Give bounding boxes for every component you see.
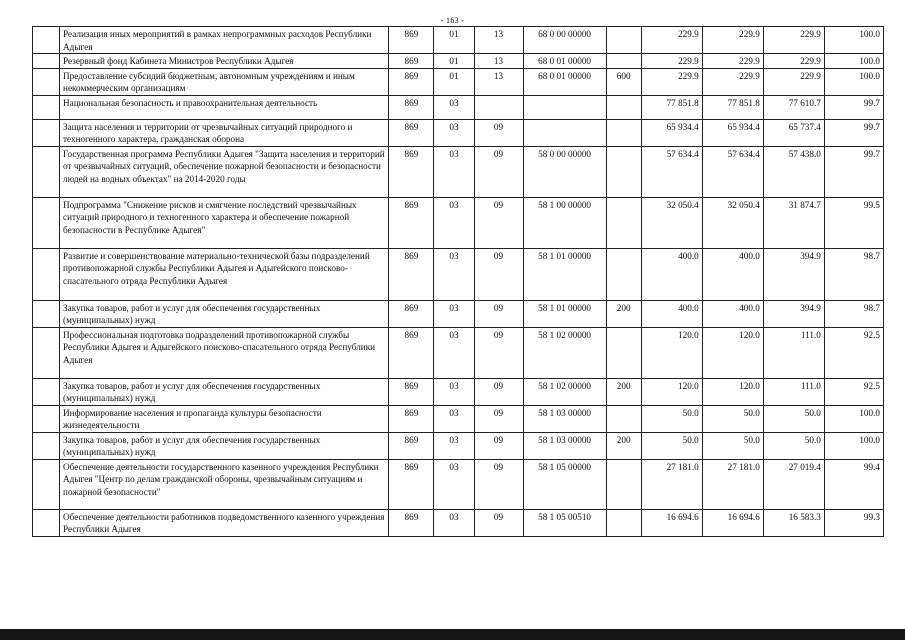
approved-amount-cell: 50.0 bbox=[641, 432, 702, 459]
row-gutter-cell bbox=[33, 327, 60, 378]
item-name-cell: Государственная программа Республики Адыгея "Защита населения и территорий от чрезвычайных ситуаций, обеспечение пожарной безопасности и безопасности людей на водных объектах" на 2014-2020 годы bbox=[60, 146, 389, 197]
section-code-cell: 03 bbox=[434, 197, 474, 248]
table-row bbox=[33, 197, 884, 248]
target-article-cell: 58 1 01 00000 bbox=[523, 300, 606, 327]
section-code-cell: 01 bbox=[434, 68, 474, 95]
item-name-cell: Предоставление субсидий бюджетным, автономным учреждениям и иным некоммерческим организациям bbox=[60, 68, 389, 95]
revised-amount-cell: 50.0 bbox=[702, 405, 763, 432]
table-row bbox=[33, 405, 884, 432]
expense-type-cell: 200 bbox=[606, 378, 641, 405]
approved-amount-cell: 27 181.0 bbox=[641, 459, 702, 509]
execution-percent-cell: 99.4 bbox=[824, 459, 883, 509]
item-name-cell: Обеспечение деятельности работников подведомственного казенного учреждения Республики Адыгея bbox=[60, 509, 389, 536]
approved-amount-cell: 229.9 bbox=[641, 68, 702, 95]
approved-amount-cell: 50.0 bbox=[641, 405, 702, 432]
executed-amount-cell: 111.0 bbox=[763, 327, 824, 378]
revised-amount-cell: 229.9 bbox=[702, 68, 763, 95]
item-name-cell: Обеспечение деятельности государственного казенного учреждения Республики Адыгея "Центр по делам гражданской обороны, чрезвычайным ситуациям и пожарной безопасности" bbox=[60, 459, 389, 509]
admin-code-cell: 869 bbox=[389, 327, 434, 378]
execution-percent-cell: 100.0 bbox=[824, 27, 883, 54]
target-article-cell: 58 1 02 00000 bbox=[523, 327, 606, 378]
section-code-cell: 03 bbox=[434, 248, 474, 300]
table-row bbox=[33, 509, 884, 536]
expense-type-cell: 600 bbox=[606, 68, 641, 95]
subsection-code-cell: 09 bbox=[474, 248, 523, 300]
admin-code-cell: 869 bbox=[389, 197, 434, 248]
target-article-cell: 58 1 01 00000 bbox=[523, 248, 606, 300]
approved-amount-cell: 120.0 bbox=[641, 378, 702, 405]
item-name-cell: Развитие и совершенствование материально-технической базы подразделений противопожарной службы Республики Адыгея и Адыгейского поисково-спасательного отряда Республики Адыгея bbox=[60, 248, 389, 300]
revised-amount-cell: 400.0 bbox=[702, 300, 763, 327]
approved-amount-cell: 32 050.4 bbox=[641, 197, 702, 248]
execution-percent-cell: 100.0 bbox=[824, 54, 883, 69]
execution-percent-cell: 99.7 bbox=[824, 146, 883, 197]
approved-amount-cell: 229.9 bbox=[641, 54, 702, 69]
target-article-cell: 58 1 03 00000 bbox=[523, 405, 606, 432]
item-name-cell: Закупка товаров, работ и услуг для обеспечения государственных (муниципальных) нужд bbox=[60, 300, 389, 327]
approved-amount-cell: 57 634.4 bbox=[641, 146, 702, 197]
target-article-cell bbox=[523, 119, 606, 146]
table-row bbox=[33, 300, 884, 327]
subsection-code-cell: 09 bbox=[474, 378, 523, 405]
item-name-cell: Реализация иных мероприятий в рамках непрограммных расходов Республики Адыгея bbox=[60, 27, 389, 54]
approved-amount-cell: 400.0 bbox=[641, 300, 702, 327]
expense-type-cell bbox=[606, 95, 641, 119]
expense-type-cell bbox=[606, 119, 641, 146]
row-gutter-cell bbox=[33, 197, 60, 248]
row-gutter-cell bbox=[33, 146, 60, 197]
revised-amount-cell: 229.9 bbox=[702, 54, 763, 69]
subsection-code-cell: 09 bbox=[474, 146, 523, 197]
section-code-cell: 01 bbox=[434, 54, 474, 69]
item-name-cell: Закупка товаров, работ и услуг для обеспечения государственных (муниципальных) нужд bbox=[60, 432, 389, 459]
row-gutter-cell bbox=[33, 300, 60, 327]
target-article-cell: 58 1 02 00000 bbox=[523, 378, 606, 405]
section-code-cell: 03 bbox=[434, 432, 474, 459]
admin-code-cell: 869 bbox=[389, 459, 434, 509]
execution-percent-cell: 99.7 bbox=[824, 119, 883, 146]
expense-type-cell bbox=[606, 27, 641, 54]
executed-amount-cell: 394.9 bbox=[763, 248, 824, 300]
subsection-code-cell: 13 bbox=[474, 54, 523, 69]
section-code-cell: 01 bbox=[434, 27, 474, 54]
row-gutter-cell bbox=[33, 68, 60, 95]
revised-amount-cell: 120.0 bbox=[702, 378, 763, 405]
section-code-cell: 03 bbox=[434, 405, 474, 432]
approved-amount-cell: 400.0 bbox=[641, 248, 702, 300]
row-gutter-cell bbox=[33, 27, 60, 54]
execution-percent-cell: 99.3 bbox=[824, 509, 883, 536]
budget-table bbox=[32, 26, 884, 537]
executed-amount-cell: 57 438.0 bbox=[763, 146, 824, 197]
executed-amount-cell: 50.0 bbox=[763, 405, 824, 432]
table-row bbox=[33, 95, 884, 119]
item-name-cell: Профессиональная подготовка подразделений противопожарной службы Республики Адыгея и Адыгейского поисково-спасательного отряда Республики Адыгея bbox=[60, 327, 389, 378]
admin-code-cell: 869 bbox=[389, 27, 434, 54]
admin-code-cell: 869 bbox=[389, 146, 434, 197]
admin-code-cell: 869 bbox=[389, 248, 434, 300]
target-article-cell: 58 1 03 00000 bbox=[523, 432, 606, 459]
approved-amount-cell: 120.0 bbox=[641, 327, 702, 378]
section-code-cell: 03 bbox=[434, 509, 474, 536]
executed-amount-cell: 27 019.4 bbox=[763, 459, 824, 509]
revised-amount-cell: 400.0 bbox=[702, 248, 763, 300]
admin-code-cell: 869 bbox=[389, 509, 434, 536]
row-gutter-cell bbox=[33, 432, 60, 459]
approved-amount-cell: 229.9 bbox=[641, 27, 702, 54]
table-row bbox=[33, 327, 884, 378]
row-gutter-cell bbox=[33, 95, 60, 119]
subsection-code-cell bbox=[474, 95, 523, 119]
budget-table-body bbox=[33, 27, 884, 537]
execution-percent-cell: 100.0 bbox=[824, 405, 883, 432]
item-name-cell: Закупка товаров, работ и услуг для обеспечения государственных (муниципальных) нужд bbox=[60, 378, 389, 405]
row-gutter-cell bbox=[33, 54, 60, 69]
table-row bbox=[33, 27, 884, 54]
executed-amount-cell: 229.9 bbox=[763, 27, 824, 54]
table-row bbox=[33, 54, 884, 69]
table-row bbox=[33, 432, 884, 459]
table-row bbox=[33, 146, 884, 197]
target-article-cell: 58 0 00 00000 bbox=[523, 146, 606, 197]
item-name-cell: Защита населения и территории от чрезвычайных ситуаций природного и техногенного характера, гражданская оборона bbox=[60, 119, 389, 146]
row-gutter-cell bbox=[33, 509, 60, 536]
approved-amount-cell: 77 851.8 bbox=[641, 95, 702, 119]
revised-amount-cell: 229.9 bbox=[702, 27, 763, 54]
page-bottom-edge bbox=[0, 629, 905, 640]
execution-percent-cell: 98.7 bbox=[824, 248, 883, 300]
target-article-cell: 68 0 01 00000 bbox=[523, 68, 606, 95]
expense-type-cell bbox=[606, 146, 641, 197]
table-row bbox=[33, 459, 884, 509]
target-article-cell: 58 1 05 00510 bbox=[523, 509, 606, 536]
section-code-cell: 03 bbox=[434, 459, 474, 509]
expense-type-cell: 200 bbox=[606, 432, 641, 459]
admin-code-cell: 869 bbox=[389, 68, 434, 95]
admin-code-cell: 869 bbox=[389, 300, 434, 327]
subsection-code-cell: 09 bbox=[474, 509, 523, 536]
target-article-cell: 58 1 05 00000 bbox=[523, 459, 606, 509]
row-gutter-cell bbox=[33, 378, 60, 405]
subsection-code-cell: 09 bbox=[474, 300, 523, 327]
item-name-cell: Подпрограмма "Снижение рисков и смягчение последствий чрезвычайных ситуаций природного и техногенного характера и обеспечение пожарной безопасности в Республике Адыгея" bbox=[60, 197, 389, 248]
expense-type-cell bbox=[606, 327, 641, 378]
expense-type-cell bbox=[606, 54, 641, 69]
subsection-code-cell: 09 bbox=[474, 197, 523, 248]
target-article-cell bbox=[523, 95, 606, 119]
subsection-code-cell: 13 bbox=[474, 68, 523, 95]
expense-type-cell bbox=[606, 405, 641, 432]
row-gutter-cell bbox=[33, 119, 60, 146]
admin-code-cell: 869 bbox=[389, 54, 434, 69]
approved-amount-cell: 65 934.4 bbox=[641, 119, 702, 146]
row-gutter-cell bbox=[33, 459, 60, 509]
executed-amount-cell: 50.0 bbox=[763, 432, 824, 459]
execution-percent-cell: 92.5 bbox=[824, 327, 883, 378]
executed-amount-cell: 394.9 bbox=[763, 300, 824, 327]
subsection-code-cell: 09 bbox=[474, 119, 523, 146]
row-gutter-cell bbox=[33, 405, 60, 432]
table-row bbox=[33, 378, 884, 405]
expense-type-cell bbox=[606, 509, 641, 536]
table-row bbox=[33, 119, 884, 146]
page-number: - 163 - bbox=[440, 16, 465, 25]
target-article-cell: 68 0 00 00000 bbox=[523, 27, 606, 54]
section-code-cell: 03 bbox=[434, 378, 474, 405]
execution-percent-cell: 92.5 bbox=[824, 378, 883, 405]
executed-amount-cell: 16 583.3 bbox=[763, 509, 824, 536]
revised-amount-cell: 16 694.6 bbox=[702, 509, 763, 536]
revised-amount-cell: 57 634.4 bbox=[702, 146, 763, 197]
expense-type-cell: 200 bbox=[606, 300, 641, 327]
subsection-code-cell: 09 bbox=[474, 432, 523, 459]
section-code-cell: 03 bbox=[434, 327, 474, 378]
revised-amount-cell: 77 851.8 bbox=[702, 95, 763, 119]
row-gutter-cell bbox=[33, 248, 60, 300]
section-code-cell: 03 bbox=[434, 119, 474, 146]
execution-percent-cell: 99.5 bbox=[824, 197, 883, 248]
item-name-cell: Национальная безопасность и правоохранительная деятельность bbox=[60, 95, 389, 119]
table-row bbox=[33, 248, 884, 300]
executed-amount-cell: 31 874.7 bbox=[763, 197, 824, 248]
subsection-code-cell: 09 bbox=[474, 405, 523, 432]
budget-table-container bbox=[32, 26, 884, 537]
execution-percent-cell: 99.7 bbox=[824, 95, 883, 119]
target-article-cell: 68 0 01 00000 bbox=[523, 54, 606, 69]
admin-code-cell: 869 bbox=[389, 95, 434, 119]
admin-code-cell: 869 bbox=[389, 432, 434, 459]
item-name-cell: Резервный фонд Кабинета Министров Республики Адыгея bbox=[60, 54, 389, 69]
executed-amount-cell: 111.0 bbox=[763, 378, 824, 405]
admin-code-cell: 869 bbox=[389, 405, 434, 432]
revised-amount-cell: 27 181.0 bbox=[702, 459, 763, 509]
expense-type-cell bbox=[606, 197, 641, 248]
admin-code-cell: 869 bbox=[389, 119, 434, 146]
execution-percent-cell: 100.0 bbox=[824, 432, 883, 459]
section-code-cell: 03 bbox=[434, 300, 474, 327]
revised-amount-cell: 50.0 bbox=[702, 432, 763, 459]
executed-amount-cell: 229.9 bbox=[763, 68, 824, 95]
revised-amount-cell: 65 934.4 bbox=[702, 119, 763, 146]
approved-amount-cell: 16 694.6 bbox=[641, 509, 702, 536]
revised-amount-cell: 120.0 bbox=[702, 327, 763, 378]
expense-type-cell bbox=[606, 248, 641, 300]
revised-amount-cell: 32 050.4 bbox=[702, 197, 763, 248]
execution-percent-cell: 98.7 bbox=[824, 300, 883, 327]
expense-type-cell bbox=[606, 459, 641, 509]
subsection-code-cell: 13 bbox=[474, 27, 523, 54]
execution-percent-cell: 100.0 bbox=[824, 68, 883, 95]
table-row bbox=[33, 68, 884, 95]
executed-amount-cell: 229.9 bbox=[763, 54, 824, 69]
target-article-cell: 58 1 00 00000 bbox=[523, 197, 606, 248]
section-code-cell: 03 bbox=[434, 95, 474, 119]
item-name-cell: Информирование населения и пропаганда культуры безопасности жизнедеятельности bbox=[60, 405, 389, 432]
subsection-code-cell: 09 bbox=[474, 459, 523, 509]
executed-amount-cell: 65 737.4 bbox=[763, 119, 824, 146]
admin-code-cell: 869 bbox=[389, 378, 434, 405]
section-code-cell: 03 bbox=[434, 146, 474, 197]
executed-amount-cell: 77 610.7 bbox=[763, 95, 824, 119]
subsection-code-cell: 09 bbox=[474, 327, 523, 378]
